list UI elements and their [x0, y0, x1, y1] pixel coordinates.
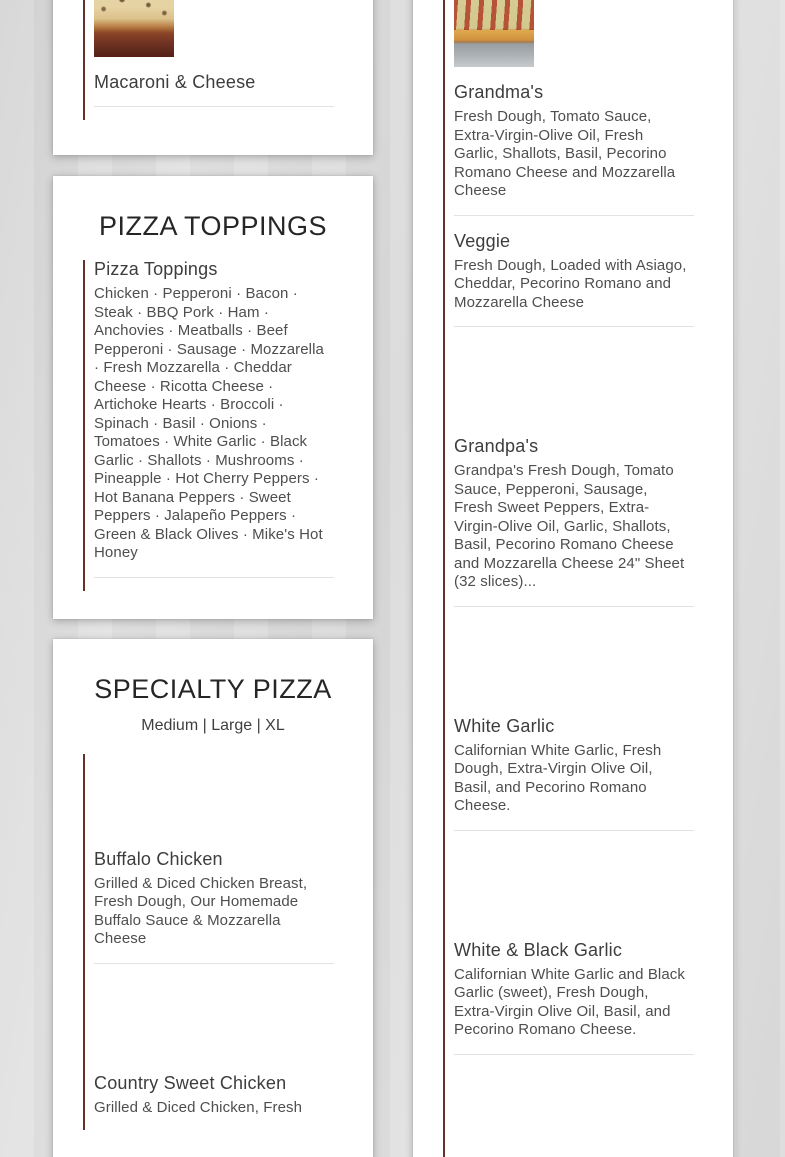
grandmas-sheet-pizza-photo — [454, 0, 534, 67]
item-name: Buffalo Chicken — [94, 848, 223, 869]
item-divider — [94, 963, 334, 964]
menu-card-specialty-pizza — [53, 639, 373, 1157]
menu-item-veggie[interactable] — [454, 232, 694, 328]
item-divider — [94, 577, 334, 578]
item-name: White & Black Garlic — [454, 939, 623, 960]
item-name: Pizza Toppings — [94, 259, 218, 279]
section-heading: SPECIALTY PIZZA — [94, 673, 332, 704]
menu-column-left — [53, 0, 373, 1157]
item-divider — [454, 830, 694, 831]
image-placeholder — [454, 621, 534, 701]
menu-items-group — [83, 754, 334, 1131]
item-description: Fresh Dough, Tomato Sauce, Extra-Virgin-Olive Oil, Fresh Garlic, Shallots, Basil, Pecorino Romano Cheese and Mozzarella Cheese — [454, 108, 676, 199]
menu-item-country-sweet-chicken[interactable] — [94, 978, 334, 1118]
menu-column-right — [413, 0, 733, 1157]
macaroni-and-cheese-pizza-photo — [94, 0, 174, 57]
menu-item-white-garlic[interactable] — [454, 621, 694, 831]
item-description: Californian White Garlic, Fresh Dough, Extra-Virgin Olive Oil, Basil, and Pecorino Romano Cheese. — [454, 741, 662, 814]
menu-item-white-black-garlic[interactable] — [454, 845, 694, 1055]
menu-item-macaroni-cheese[interactable] — [94, 0, 334, 107]
item-name: Veggie — [454, 230, 511, 251]
menu-item-buffalo-chicken[interactable] — [94, 754, 334, 964]
item-name: Macaroni & Cheese — [94, 72, 256, 92]
menu-item-grandmas[interactable] — [454, 0, 694, 216]
image-placeholder — [454, 845, 534, 925]
menu-items-group — [443, 0, 694, 1157]
section-sizes: Medium | Large | XL — [141, 716, 285, 734]
item-name: White Garlic — [454, 715, 555, 736]
menu-items-group — [83, 0, 334, 120]
image-placeholder — [94, 978, 174, 1058]
item-divider — [454, 215, 694, 216]
image-placeholder — [454, 1069, 534, 1149]
item-divider — [94, 106, 334, 107]
menu-items-group — [83, 260, 334, 591]
item-description: Fresh Dough, Loaded with Asiago, Cheddar, Pecorino Romano and Mozzarella Cheese — [454, 256, 687, 311]
item-description: Grilled & Diced Chicken Breast, Fresh Dough, Our Homemade Buffalo Sauce & Mozzarella Cheese — [94, 874, 308, 947]
menu-card-pizza-toppings — [53, 176, 373, 619]
item-description: Californian White Garlic and Black Garlic (sweet), Fresh Dough, Extra-Virgin Olive Oil, Basil, and Pecorino Romano Cheese. — [454, 965, 685, 1038]
item-divider — [454, 606, 694, 607]
image-placeholder — [454, 341, 534, 421]
menu-card-partial-top — [53, 0, 373, 155]
item-divider — [454, 1054, 694, 1055]
item-description: Chicken · Pepperoni · Bacon · Steak · BBQ Pork · Ham · Anchovies · Meatballs · Beef Pepperoni · Sausage · Mozzarella · Fresh Mozzarella · Cheddar Cheese · Ricotta Cheese · Artichoke Hearts · Broccoli · Spinach · Basil · Onions · Tomatoes · White Garlic · Black Garlic · Shallots · Mushrooms · Pineapple · Hot Cherry Peppers · Hot Banana Peppers · Sweet Peppers · Jalapeño Peppers · Green & Black Olives · Mike's Hot Honey — [94, 285, 324, 561]
item-description: Grandpa's Fresh Dough, Tomato Sauce, Pepperoni, Sausage, Fresh Sweet Peppers, Extra-Virgin-Olive Oil, Garlic, Shallots, Basil, Pecorino Romano Cheese and Mozzarella Cheese 24" Sheet (32 slices)... — [454, 462, 685, 590]
item-description: Grilled & Diced Chicken, Fresh — [94, 1098, 303, 1116]
menu-item-grandpas[interactable] — [454, 341, 694, 607]
menu-item-pizza-toppings[interactable] — [94, 260, 334, 578]
menu-card-sheet-pizzas — [413, 0, 733, 1157]
item-name: Grandma's — [454, 82, 544, 102]
menu-item-next-partial[interactable] — [454, 1069, 694, 1149]
item-name: Grandpa's — [454, 436, 539, 456]
item-name: Country Sweet Chicken — [94, 1072, 287, 1093]
item-divider — [454, 326, 694, 327]
section-heading: PIZZA TOPPINGS — [98, 211, 328, 241]
image-placeholder — [94, 754, 174, 834]
